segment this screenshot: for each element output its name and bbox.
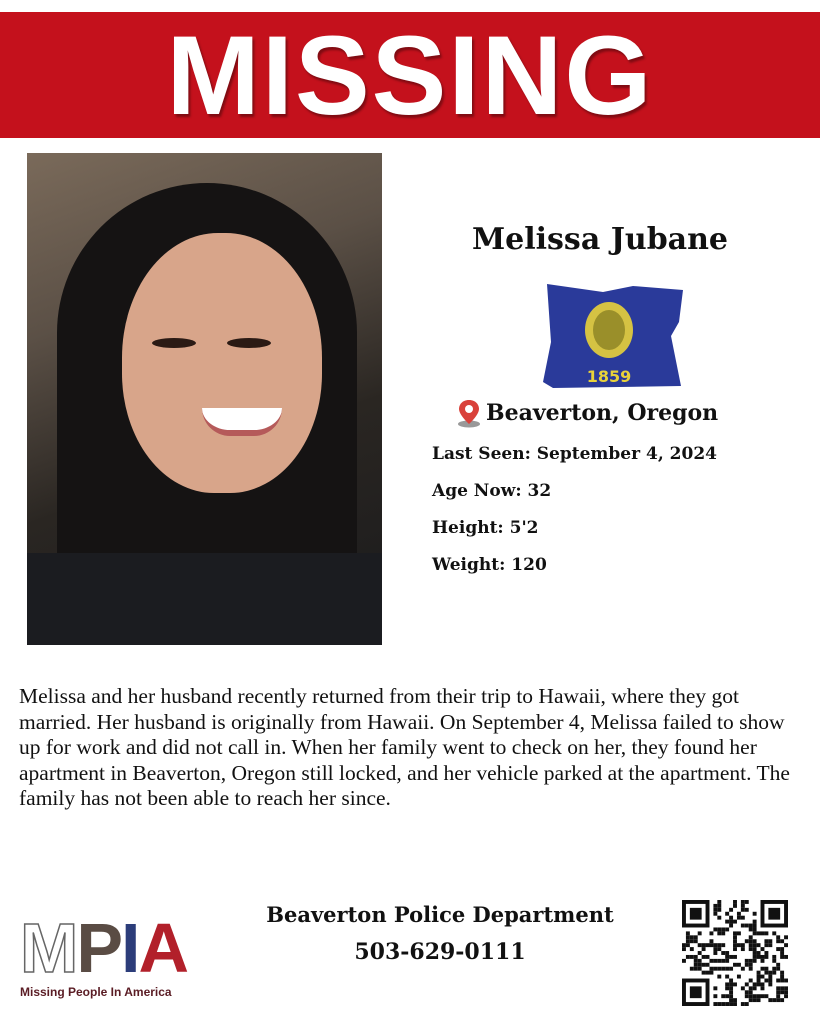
case-description: Melissa and her husband recently returned from their trip to Hawaii, where they got married. Her husband is originally from Hawaii. On September 4, Melissa failed to show up for work and did not call in. When her family went to check on her, they found her apartment in Beaverton, Oregon still locked, and her vehicle parked at the apartment. The family has not been able to reach her since. [19, 684, 790, 810]
oregon-flag-icon [543, 282, 685, 390]
person-name: Melissa Jubane [471, 222, 729, 257]
fact-value: September 4, 2024 [536, 444, 717, 464]
location-pin-icon [456, 398, 482, 428]
fact-value: 120 [511, 555, 547, 575]
qr-code-icon[interactable] [681, 900, 789, 1006]
fact-value: 32 [527, 481, 552, 501]
fact-label: Weight: [432, 555, 506, 575]
logo-letters: M P I A [20, 909, 188, 987]
flag-year: 1859 [586, 367, 632, 386]
location-text: Beaverton, Oregon [486, 400, 719, 426]
fact-age [432, 481, 717, 518]
contact-block [225, 902, 655, 965]
person-facts [432, 444, 717, 592]
logo-tagline: Missing People In America [20, 985, 172, 999]
fact-last-seen [432, 444, 717, 481]
fact-height [432, 518, 717, 555]
photo-face [122, 233, 322, 493]
department-name: Beaverton Police Department [266, 902, 614, 927]
banner-title: MISSING [166, 12, 654, 138]
missing-person-photo [27, 153, 382, 645]
missing-banner [0, 12, 820, 138]
fact-label: Last Seen: [432, 444, 531, 464]
fact-value: 5'2 [509, 518, 539, 538]
fact-label: Height: [432, 518, 504, 538]
photo-hoodie [27, 553, 382, 645]
fact-label: Age Now: [432, 481, 522, 501]
phone-number[interactable]: 503-629-0111 [354, 939, 526, 965]
mpia-logo [20, 909, 215, 1005]
location [456, 398, 718, 428]
photo-eye [227, 338, 271, 348]
photo-eye [152, 338, 196, 348]
fact-weight [432, 555, 717, 592]
